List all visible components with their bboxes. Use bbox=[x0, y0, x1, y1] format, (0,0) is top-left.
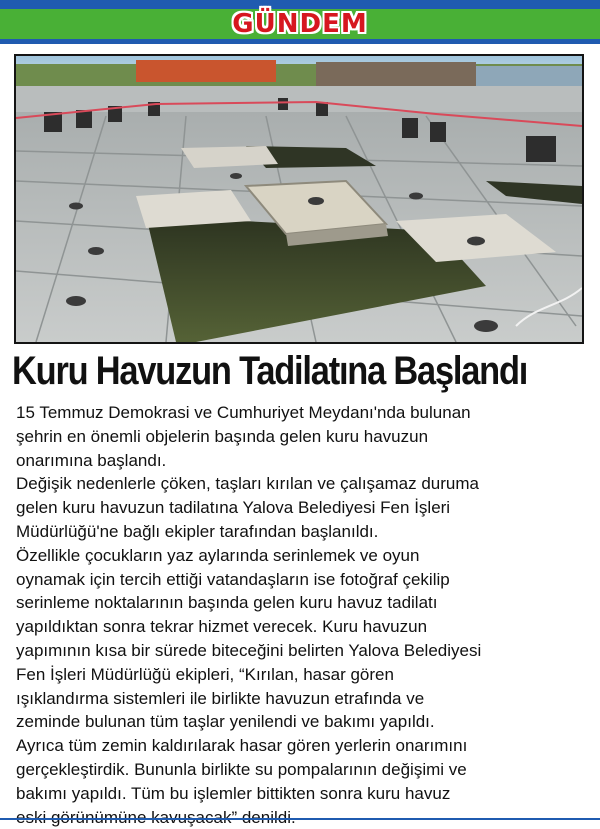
article-line: onarımına başlandı. bbox=[16, 450, 167, 470]
news-photo bbox=[14, 54, 584, 344]
article-line: yapıldıktan sonra tekrar hizmet verecek. Kuru havuzun bbox=[16, 617, 428, 637]
article-line: 15 Temmuz Demokrasi ve Cumhuriyet Meydanı'nda bulunan bbox=[16, 403, 471, 422]
article-headline: Kuru Havuzun Tadilatına Başlandı bbox=[12, 349, 528, 393]
article-line: zeminde bulunan tüm taşlar yenilendi ve bakımı yapıldı. bbox=[16, 712, 435, 732]
article-line: Özellikle çocukların yaz aylarında serinlemek ve oyun bbox=[16, 545, 420, 565]
article-line: Müdürlüğü'ne bağlı ekipler tarafından başlanıldı. bbox=[16, 521, 379, 541]
article-line: Değişik nedenlerle çöken, taşları kırılan ve çalışamaz duruma bbox=[16, 474, 479, 494]
article-line: Ayrıca tüm zemin kaldırılarak hasar gören yerlerin onarımını bbox=[16, 736, 468, 756]
article-line: yapımının kısa bir sürede biteceğini belirten Yalova Belediyesi bbox=[16, 640, 482, 660]
section-title: GÜNDEM bbox=[232, 9, 368, 39]
article-line: gelen kuru havuzun tadilatına Yalova Belediyesi Fen İşleri bbox=[16, 498, 451, 518]
article-line: serinleme noktalarının başında gelen kuru havuz tadilatı bbox=[16, 593, 438, 613]
article-line: bakımı yapıldı. Tüm bu işlemler bittikten sonra kuru havuz bbox=[16, 783, 451, 803]
article-line: Fen İşleri Müdürlüğü ekipleri, “Kırılan, hasar gören bbox=[16, 664, 394, 684]
article-line: şehrin en önemli objelerin başında gelen kuru havuzun bbox=[16, 426, 429, 446]
article-line: ışıklandırma sistemleri ile birlikte havuzun etrafında ve bbox=[16, 688, 425, 708]
bottom-rule bbox=[0, 818, 600, 820]
article-line: gerçekleştirdik. Bununla birlikte su pompalarının değişimi ve bbox=[16, 759, 467, 779]
article-body bbox=[16, 401, 590, 829]
article-line: oynamak için tercih ettiği vatandaşların ise fotoğraf çekilip bbox=[16, 569, 450, 589]
